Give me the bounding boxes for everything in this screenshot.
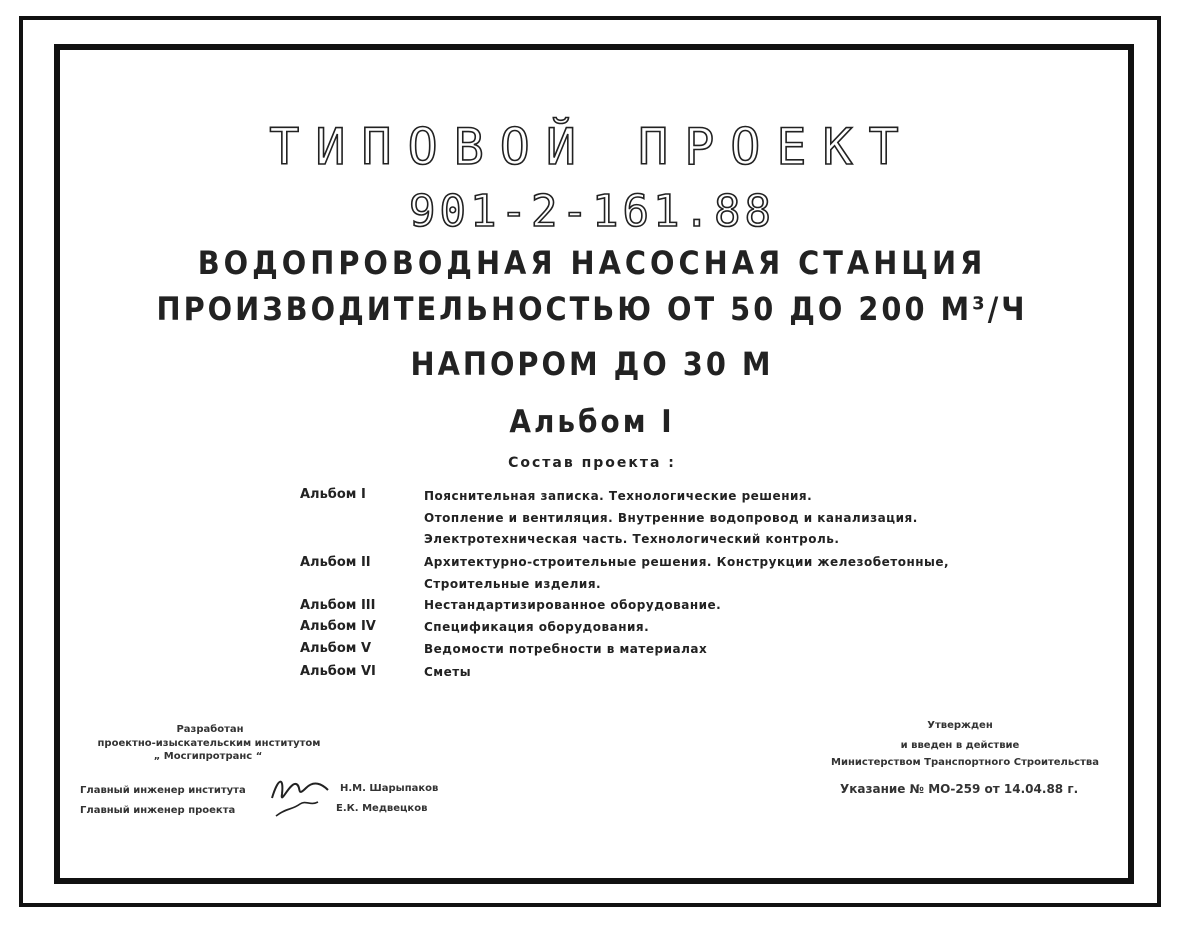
developer-name: „ Мосгипротранс “	[153, 751, 263, 762]
project-name-line3: НАПОРОМ ДО 30 М	[410, 345, 774, 383]
album-title: Альбом I	[509, 404, 675, 440]
project-type-title: ТИПОВОЙ ПРОЕКТ	[269, 118, 915, 176]
composition-row-label: Альбом V	[300, 641, 372, 656]
approval-directive: Указание № МО-259 от 14.04.88 г.	[840, 782, 1079, 796]
composition-heading: Состав проекта :	[508, 455, 676, 471]
signatory-role: Главный инженер проекта	[80, 805, 236, 816]
approval-ministry: Министерством Транспортного Строительства	[831, 757, 1099, 768]
composition-row-desc: Сметы	[424, 665, 472, 679]
composition-row-label: Альбом VI	[300, 664, 376, 679]
composition-row-label: Альбом II	[300, 555, 371, 570]
approval-label: Утвержден	[927, 720, 993, 731]
composition-row-desc: Нестандартизированное оборудование.	[424, 598, 722, 612]
developer-institute: проектно-изыскательским институтом	[97, 738, 321, 749]
composition-row-label: Альбом IV	[300, 619, 376, 634]
composition-row-desc: Пояснительная записка. Технологические решения.	[424, 489, 813, 503]
signatory-name: Е.К. Медвецков	[336, 803, 428, 814]
composition-row-label: Альбом I	[300, 487, 366, 502]
project-name-line1: ВОДОПРОВОДНАЯ НАСОСНАЯ СТАНЦИЯ	[197, 244, 987, 282]
signatory-role: Главный инженер института	[80, 785, 246, 796]
composition-row-desc: Архитектурно-строительные решения. Конструкции железобетонные,	[424, 555, 950, 569]
approval-status: и введен в действие	[900, 740, 1020, 751]
composition-row-desc: Строительные изделия.	[424, 577, 602, 591]
project-number: 901-2-161.88	[409, 186, 775, 237]
composition-row-desc: Электротехническая часть. Технологический контроль.	[424, 532, 840, 546]
composition-row-desc: Отопление и вентиляция. Внутренние водопровод и канализация.	[424, 511, 918, 525]
project-name-line2: ПРОИЗВОДИТЕЛЬНОСТЬЮ ОТ 50 ДО 200 М³/Ч	[156, 290, 1028, 328]
signature-image	[266, 772, 336, 820]
developer-label: Разработан	[176, 724, 244, 735]
composition-row-desc: Спецификация оборудования.	[424, 620, 650, 634]
composition-row-label: Альбом III	[300, 598, 376, 613]
signatory-name: Н.М. Шарыпаков	[340, 783, 439, 794]
composition-row-desc: Ведомости потребности в материалах	[424, 642, 708, 656]
